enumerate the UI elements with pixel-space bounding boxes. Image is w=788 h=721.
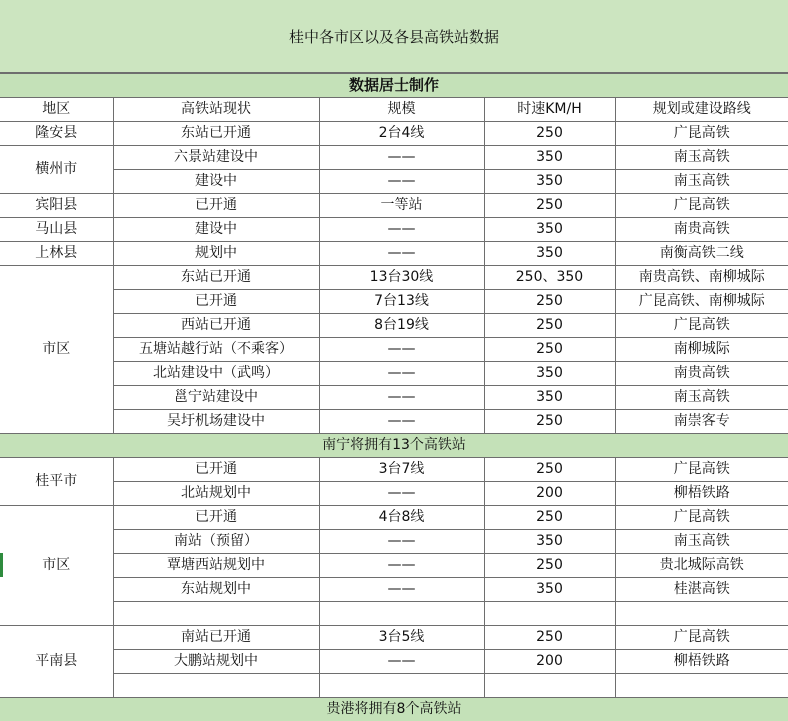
speed-cell[interactable]: 350 [484, 242, 615, 266]
table-row [0, 290, 788, 314]
speed-cell[interactable]: 250 [484, 626, 615, 650]
table-row [0, 554, 788, 578]
speed-cell[interactable]: 350 [484, 578, 615, 602]
table-row [0, 242, 788, 266]
scale-cell[interactable]: —— [319, 362, 484, 386]
station-status-cell[interactable]: 已开通 [113, 506, 319, 530]
speed-cell[interactable]: 250 [484, 314, 615, 338]
scale-cell[interactable]: 8台19线 [319, 314, 484, 338]
table-row [0, 362, 788, 386]
region-cell[interactable]: 隆安县 [0, 122, 113, 146]
route-cell[interactable]: 南崇客专 [615, 410, 788, 434]
scale-cell[interactable]: —— [319, 578, 484, 602]
route-cell[interactable] [615, 602, 788, 626]
route-cell[interactable]: 南玉高铁 [615, 530, 788, 554]
speed-cell[interactable]: 200 [484, 650, 615, 674]
region-cell[interactable]: 上林县 [0, 242, 113, 266]
table-row [0, 122, 788, 146]
route-cell[interactable]: 广昆高铁 [615, 506, 788, 530]
table-row [0, 530, 788, 554]
header-region[interactable]: 地区 [0, 98, 113, 122]
route-cell[interactable]: 南玉高铁 [615, 170, 788, 194]
route-cell[interactable]: 南玉高铁 [615, 146, 788, 170]
region-cell[interactable]: 马山县 [0, 218, 113, 242]
station-status-cell[interactable]: 建设中 [113, 218, 319, 242]
route-cell[interactable]: 广昆高铁 [615, 314, 788, 338]
route-cell[interactable]: 广昆高铁 [615, 458, 788, 482]
table-row [0, 506, 788, 530]
scale-cell[interactable]: —— [319, 170, 484, 194]
route-cell[interactable]: 南贵高铁、南柳城际 [615, 266, 788, 290]
nanning-summary[interactable]: 南宁将拥有13个高铁站 [0, 434, 788, 458]
station-status-cell[interactable] [113, 602, 319, 626]
table-row [0, 314, 788, 338]
table-row [0, 194, 788, 218]
route-cell[interactable]: 南柳城际 [615, 338, 788, 362]
speed-cell[interactable]: 250 [484, 338, 615, 362]
scale-cell[interactable]: —— [319, 650, 484, 674]
speed-cell[interactable]: 250 [484, 194, 615, 218]
guigang-summary[interactable]: 贵港将拥有8个高铁站 [0, 698, 788, 721]
row-selection-marker [0, 553, 3, 577]
sheet-title-text: 桂中各市区以及各县高铁站数据 [289, 26, 499, 47]
route-cell[interactable]: 广昆高铁 [615, 122, 788, 146]
speed-cell[interactable]: 250 [484, 290, 615, 314]
route-cell[interactable]: 柳梧铁路 [615, 650, 788, 674]
table-row [0, 218, 788, 242]
nanning-summary-row [0, 434, 788, 458]
scale-cell[interactable]: —— [319, 410, 484, 434]
station-status-cell[interactable]: 西站已开通 [113, 314, 319, 338]
speed-cell[interactable]: 350 [484, 170, 615, 194]
route-cell[interactable]: 桂湛高铁 [615, 578, 788, 602]
station-status-cell[interactable]: 北站规划中 [113, 482, 319, 506]
region-cell[interactable]: 市区 [0, 266, 113, 434]
speed-cell[interactable]: 250 [484, 458, 615, 482]
table-row [0, 650, 788, 674]
header-scale[interactable]: 规模 [319, 98, 484, 122]
speed-cell[interactable]: 250 [484, 410, 615, 434]
station-status-cell[interactable]: 东站规划中 [113, 578, 319, 602]
station-status-cell[interactable] [113, 674, 319, 698]
route-cell[interactable]: 广昆高铁 [615, 626, 788, 650]
route-cell[interactable]: 广昆高铁、南柳城际 [615, 290, 788, 314]
header-route[interactable]: 规划或建设路线 [615, 98, 788, 122]
table-row [0, 626, 788, 650]
table-row [0, 386, 788, 410]
guigang-summary-row [0, 698, 788, 721]
speed-cell[interactable]: 350 [484, 386, 615, 410]
rail-station-table [0, 73, 788, 721]
route-cell[interactable] [615, 674, 788, 698]
speed-cell[interactable]: 250 [484, 554, 615, 578]
author-credit-row [0, 74, 788, 98]
scale-cell[interactable]: 13台30线 [319, 266, 484, 290]
scale-cell[interactable] [319, 674, 484, 698]
header-speed[interactable]: 时速KM/H [484, 98, 615, 122]
scale-cell[interactable]: —— [319, 146, 484, 170]
station-status-cell[interactable]: 邕宁站建设中 [113, 386, 319, 410]
station-status-cell[interactable]: 东站已开通 [113, 266, 319, 290]
station-status-cell[interactable]: 南站（预留） [113, 530, 319, 554]
table-row [0, 458, 788, 482]
region-cell[interactable]: 市区 [0, 506, 113, 626]
region-cell[interactable]: 宾阳县 [0, 194, 113, 218]
speed-cell[interactable]: 350 [484, 530, 615, 554]
scale-cell[interactable]: —— [319, 242, 484, 266]
table-row [0, 146, 788, 170]
scale-cell[interactable] [319, 602, 484, 626]
table-row [0, 482, 788, 506]
station-status-cell[interactable]: 北站建设中（武鸣） [113, 362, 319, 386]
scale-cell[interactable]: —— [319, 338, 484, 362]
scale-cell[interactable]: —— [319, 218, 484, 242]
route-cell[interactable]: 南贵高铁 [615, 362, 788, 386]
station-status-cell[interactable]: 南站已开通 [113, 626, 319, 650]
table-row [0, 170, 788, 194]
scale-cell[interactable]: 3台7线 [319, 458, 484, 482]
table-row [0, 338, 788, 362]
region-cell[interactable]: 桂平市 [0, 458, 113, 506]
speed-cell[interactable]: 350 [484, 218, 615, 242]
station-status-cell[interactable]: 五塘站越行站（不乘客） [113, 338, 319, 362]
station-status-cell[interactable]: 大鹏站规划中 [113, 650, 319, 674]
scale-cell[interactable]: —— [319, 554, 484, 578]
speed-cell[interactable]: 350 [484, 362, 615, 386]
scale-cell[interactable]: 一等站 [319, 194, 484, 218]
scale-cell[interactable]: 2台4线 [319, 122, 484, 146]
table-row [0, 410, 788, 434]
author-credit[interactable]: 数据居士制作 [0, 74, 788, 98]
route-cell[interactable]: 广昆高铁 [615, 194, 788, 218]
station-status-cell[interactable]: 已开通 [113, 194, 319, 218]
table-row [0, 674, 788, 698]
speed-cell[interactable]: 350 [484, 146, 615, 170]
region-cell[interactable]: 平南县 [0, 626, 113, 698]
station-status-cell[interactable]: 建设中 [113, 170, 319, 194]
station-status-cell[interactable]: 已开通 [113, 290, 319, 314]
speed-cell[interactable]: 250 [484, 122, 615, 146]
route-cell[interactable]: 南玉高铁 [615, 386, 788, 410]
station-status-cell[interactable]: 规划中 [113, 242, 319, 266]
header-station-status[interactable]: 高铁站现状 [113, 98, 319, 122]
header-row [0, 98, 788, 122]
speed-cell[interactable]: 250、350 [484, 266, 615, 290]
scale-cell[interactable]: 4台8线 [319, 506, 484, 530]
station-status-cell[interactable]: 东站已开通 [113, 122, 319, 146]
speed-cell[interactable] [484, 602, 615, 626]
speed-cell[interactable]: 250 [484, 506, 615, 530]
region-cell[interactable]: 横州市 [0, 146, 113, 194]
scale-cell[interactable]: 3台5线 [319, 626, 484, 650]
scale-cell[interactable]: —— [319, 530, 484, 554]
station-status-cell[interactable]: 覃塘西站规划中 [113, 554, 319, 578]
station-status-cell[interactable]: 已开通 [113, 458, 319, 482]
scale-cell[interactable]: 7台13线 [319, 290, 484, 314]
route-cell[interactable]: 贵北城际高铁 [615, 554, 788, 578]
table-row [0, 266, 788, 290]
route-cell[interactable]: 南贵高铁 [615, 218, 788, 242]
scale-cell[interactable]: —— [319, 482, 484, 506]
speed-cell[interactable] [484, 674, 615, 698]
scale-cell[interactable]: —— [319, 386, 484, 410]
speed-cell[interactable]: 200 [484, 482, 615, 506]
route-cell[interactable]: 柳梧铁路 [615, 482, 788, 506]
table-row [0, 602, 788, 626]
sheet-title[interactable] [0, 0, 788, 73]
route-cell[interactable]: 南衡高铁二线 [615, 242, 788, 266]
station-status-cell[interactable]: 六景站建设中 [113, 146, 319, 170]
station-status-cell[interactable]: 吴圩机场建设中 [113, 410, 319, 434]
table-row [0, 578, 788, 602]
